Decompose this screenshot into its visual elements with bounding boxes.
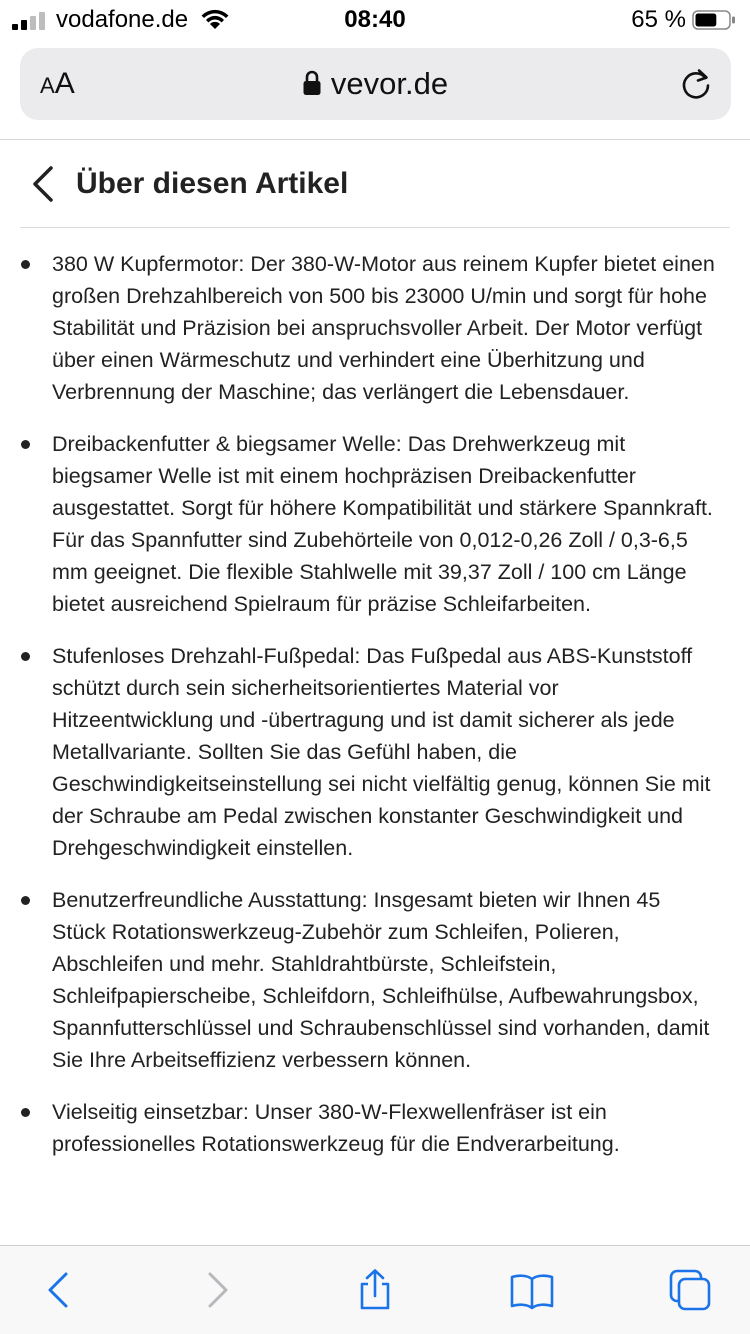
top-divider: [0, 139, 750, 140]
page-title: Über diesen Artikel: [76, 167, 349, 200]
lock-icon: [303, 70, 321, 96]
clock: 08:40: [344, 6, 406, 33]
back-button[interactable]: [36, 1268, 80, 1312]
url-display[interactable]: [20, 64, 731, 104]
browser-toolbar: [0, 1246, 750, 1334]
tabs-icon: [668, 1268, 712, 1312]
list-item: [0, 640, 750, 864]
bookmarks-button[interactable]: [510, 1268, 554, 1312]
aa-small-letter: A: [40, 73, 55, 98]
article-content[interactable]: [0, 248, 750, 1245]
chevron-left-icon[interactable]: [30, 165, 56, 203]
list-item: [0, 884, 750, 1076]
forward-button[interactable]: [196, 1268, 240, 1312]
carrier-name: vodafone.de: [56, 6, 189, 33]
list-item: [0, 428, 750, 620]
url-domain: vevor.de: [330, 66, 449, 101]
battery-percentage: 65 %: [631, 6, 686, 33]
feature-list: [0, 248, 750, 1160]
forward-arrow-icon: [196, 1268, 240, 1312]
list-item: [0, 1096, 750, 1160]
aa-large-letter: A: [54, 67, 75, 100]
bullet-icon: [21, 652, 30, 661]
list-item-text: Dreibackenfutter & biegsamer Welle: Das Drehwerkzeug mit biegsamer Welle ist mit einem hochpräzisen Dreibackenfutter ausgestattet. Sorgt für höhere Kompatibilität und stärkere Spannkraft. Für das Spannfutter sind Zubehörteile von 0,012-0,26 Zoll / 0,3-6,5 mm geeignet. Die flexible Stahlwelle mit 39,37 Zoll / 100 cm Länge bietet ausreichend Spielraum für präzise Schleifarbeiten.: [52, 432, 713, 616]
bullet-icon: [21, 260, 30, 269]
bullet-icon: [21, 1108, 30, 1117]
list-item-text: Vielseitig einsetzbar: Unser 380-W-Flexwellenfräser ist ein professionelles Rotationswerkzeug für die Endverarbeitung.: [52, 1100, 620, 1156]
battery-icon: [692, 10, 736, 30]
bullet-icon: [21, 896, 30, 905]
address-bar[interactable]: [20, 48, 731, 120]
header-divider: [20, 227, 730, 228]
list-item-text: 380 W Kupfermotor: Der 380-W-Motor aus reinem Kupfer bietet einen großen Drehzahlbereich von 500 bis 23000 U/min und sorgt für hohe Stabilität und Präzision bei anspruchsvoller Arbeit. Der Motor verfügt über einen Wärmeschutz und verhindert eine Überhitzung und Verbrennung der Maschine; das verlängert die Lebensdauer.: [52, 252, 715, 404]
list-item-text: Stufenloses Drehzahl-Fußpedal: Das Fußpedal aus ABS-Kunststoff schützt durch sein sicherheitsorientiertes Material vor Hitzeentwicklung und -übertragung und ist damit sicherer als jede Metallvariante. Sollten Sie das Gefühl haben, die Geschwindigkeitseinstellung sei nicht vielfältig genug, können Sie mit der Schraube am Pedal zwischen konstanter Geschwindigkeit und Drehgeschwindigkeit einstellen.: [52, 644, 711, 860]
list-item: [0, 248, 750, 408]
bookmarks-icon: [510, 1268, 554, 1312]
tabs-button[interactable]: [668, 1268, 712, 1312]
reload-icon[interactable]: [679, 67, 713, 101]
share-button[interactable]: [353, 1268, 397, 1312]
list-item-text: Benutzerfreundliche Ausstattung: Insgesamt bieten wir Ihnen 45 Stück Rotationswerkzeug-Zubehör zum Schleifen, Polieren, Abschleifen und mehr. Stahldrahtbürste, Schleifstein, Schleifpapierscheibe, Schleifdorn, Schleifhülse, Aufbewahrungsbox, Spannfutterschlüssel und Schraubenschlüssel sind vorhanden, damit Sie Ihre Arbeitseffizienz verbessern können.: [52, 888, 710, 1072]
status-bar: [0, 0, 750, 40]
share-icon: [353, 1268, 397, 1312]
bullet-icon: [21, 440, 30, 449]
back-arrow-icon: [36, 1268, 80, 1312]
